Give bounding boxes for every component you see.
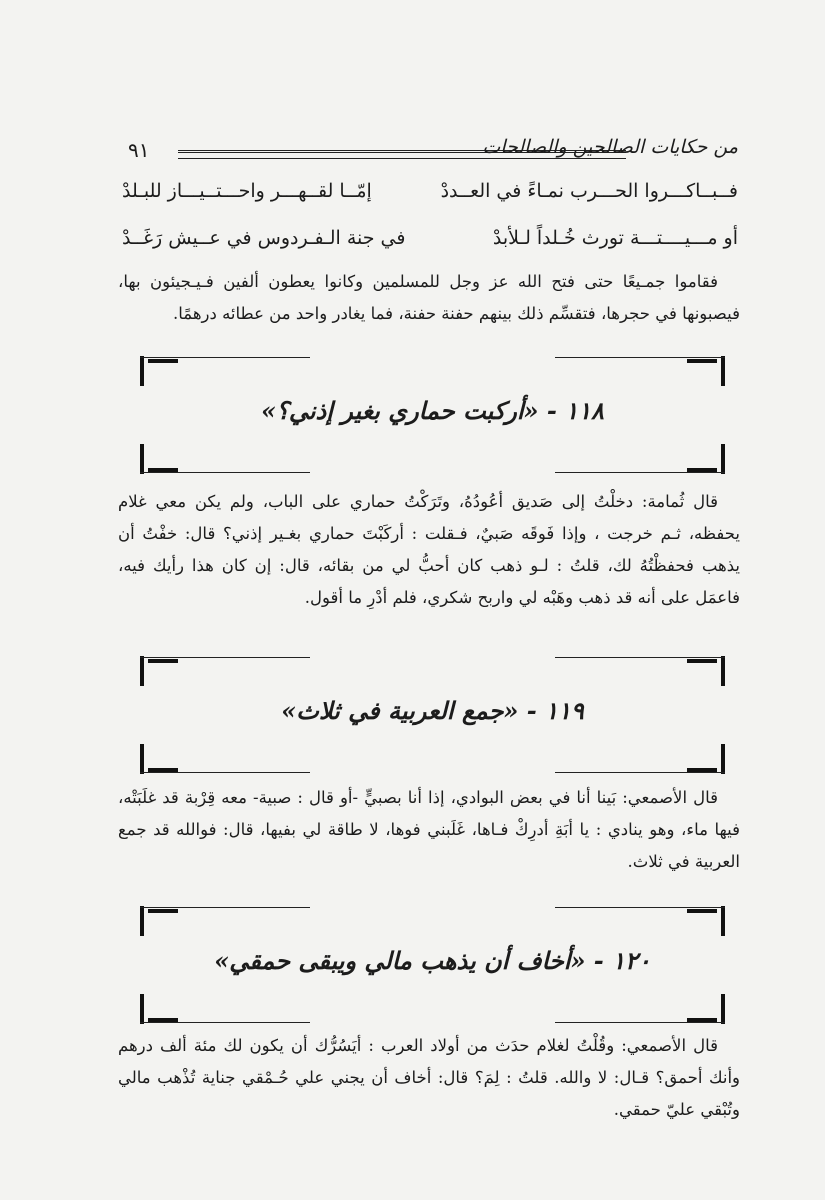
frame-rule [555,772,725,773]
frame-corner [140,656,144,686]
frame-corner [140,906,144,936]
frame-rule [140,772,310,773]
frame-ornament [148,909,178,913]
frame-corner [140,994,144,1024]
frame-corner [721,744,725,774]
section-frame [140,656,725,774]
frame-rule [140,907,310,908]
frame-ornament [148,359,178,363]
frame-ornament [687,359,717,363]
frame-rule [140,472,310,473]
verse-first-hemistich: فــبــاكـــروا الحـــرب نمـاءً في العــددْ [440,180,738,202]
running-title: من حكايات الصالحين والصالحات [482,136,738,158]
verse-first-hemistich: أو مـــيــــتـــة تورث خُـلداً لـلأبدْ [492,227,738,249]
frame-rule [555,907,725,908]
intro-paragraph: فقاموا جمـيعًا حتى فتح الله عز وجل للمسلمين وكانوا يعطون ألفين فـيـجيئون بها، فيصبونها في حجرها، فتقسِّم ذلك بينهم حفنة حفنة، فما يغادر واحد من عطائه درهمًا. [118,272,740,323]
poem-verse [118,227,738,261]
frame-rule [555,1022,725,1023]
section-body: قال ثُمامة: دخلْتُ إلى صَديق أعُودُهُ، وتَرَكْتُ حماري على الباب، ولم يكن معي غلام يحفظه، ثـم خرجت ، وإذا فَوقَه صَبيٌ، فـقلت : أركَبْتَ حماري بغـير إذني؟ قال: خفْتُ أن يذهب فحفظْتُهُ لك، قلتُ : لـو ذهب كان أحبُّ لي من بقائه، قال: إن كان هذا رأيك فيه، فاعمَل على أنه قد ذهب وهَبْه لي واربح شكري، فلم أدْرِ ما أقول. [118,492,740,607]
frame-ornament [687,909,717,913]
section-title: ١١٩ - «جمع العربية في ثلاث» [281,696,584,725]
frame-corner [140,444,144,474]
section-body: قال الأصمعي: بَينا أنا في بعض البوادي، إذا أنا بصبيٍّ -أو قال : صبية- معه قِرْبة قد غلَبَتْه، فيها ماء، وهو ينادي : يا أبَةِ أدرِكْ فـاها، غَلَبني فوها، لا طاقة لي بفيها، قال: فوالله قد جمع العربية في ثلاث. [118,788,740,871]
frame-rule [555,357,725,358]
section-frame [140,906,725,1024]
section-frame [140,356,725,474]
header-rule-thin [178,158,626,159]
frame-corner [721,906,725,936]
frame-rule [555,472,725,473]
section-body: قال الأصمعي: وقُلْتُ لغلام حدَث من أولاد العرب : أيَسُرُّك أن يكون لك مئة ألف درهم وأنك أحمق؟ قـال: لا والله. قلتُ : لِمَ؟ قال: أخاف أن يجني علي حُـمْقي جناية تُذْهب مالي وتُبْقي عليّ حمقي. [118,1036,740,1119]
frame-rule [140,657,310,658]
running-header [118,130,738,170]
page-number: ٩١ [128,138,150,162]
frame-corner [140,356,144,386]
frame-corner [721,444,725,474]
frame-ornament [148,659,178,663]
frame-rule [555,657,725,658]
section-title: ١٢٠ - «أخاف أن يذهب مالي ويبقى حمقي» [214,946,651,975]
frame-corner [721,356,725,386]
frame-corner [721,656,725,686]
frame-ornament [687,659,717,663]
verse-second-hemistich: إمّــا لقــهـــر واحـــتــيـــاز للبـلدْ [122,180,372,202]
frame-corner [721,994,725,1024]
frame-rule [140,1022,310,1023]
verse-second-hemistich: في جنة الـفـردوس في عــيش رَغَــدْ [122,227,406,249]
section-title: ١١٨ - «أركبت حماري بغير إذني؟» [261,396,604,425]
frame-rule [140,357,310,358]
frame-corner [140,744,144,774]
poem-verse [118,180,738,214]
